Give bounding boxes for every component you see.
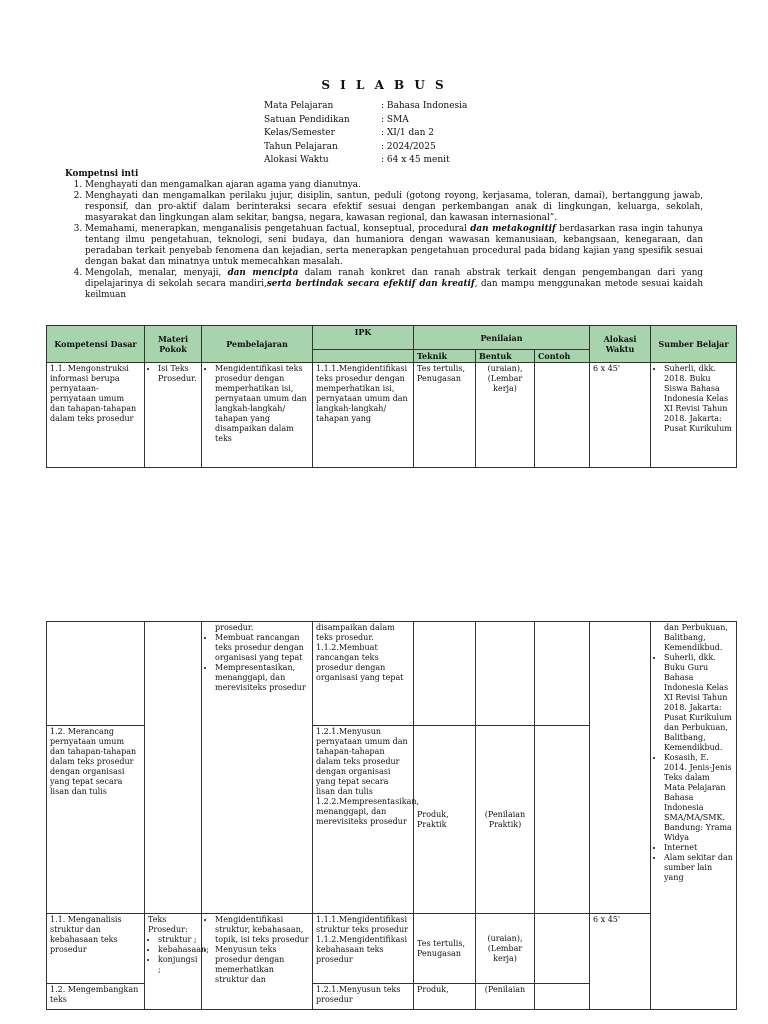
cell-alokasi: 6 x 45'	[590, 914, 651, 1010]
cell-teknik	[414, 622, 476, 726]
header-materi-pokok: Materi Pokok	[145, 326, 202, 363]
cell-kd: 1.1. Menganalisis struktur dan kebahasaan teks prosedur	[47, 914, 145, 984]
list-item: • Mempresentasikan, menanggapi, dan merevisiteks prosedur	[215, 663, 309, 693]
list-item: • Menyusun teks prosedur dengan memerhatikan struktur dan	[215, 945, 309, 985]
meta-row	[264, 142, 436, 154]
list-item: • Suherli, dkk. Buku Guru Bahasa Indonesia Kelas XI Revisi Tahun 2018. Jakarta: Pusat Kurikulum dan Perbukuan, Balitbang, Kemendikbud.	[664, 653, 733, 753]
ki-text: Menghayati dan mengamalkan perilaku jujur, disiplin, santun, peduli (gotong royong, kerjasama, toleran, damai), bertanggung jawab, responsif, dan pro-aktif dalam berinteraksi secara efektif sesuai dengan perkembangan anak di lingkungan, keluarga, sekolah, masyarakat dan lingkungan alam sekitar, bangsa, negara, kawasan regional, dan kawasan internasional”.	[85, 191, 703, 223]
cell-contoh	[535, 363, 590, 468]
list-item: • struktur ;	[158, 935, 198, 945]
cell-bentuk: (Penilaian Praktik)	[476, 726, 535, 914]
cell-sumber	[651, 363, 737, 468]
page-title: S I L A B U S	[321, 78, 447, 92]
meta-value: : 64 x 45 menit	[381, 155, 450, 165]
header-contoh: Contoh	[535, 350, 590, 363]
ki-list	[65, 180, 703, 301]
sumber-cont: dan Perbukuan, Balitbang, Kemendikbud.	[664, 623, 728, 652]
meta-row	[264, 128, 434, 140]
pembelajaran-cont: prosedur.	[215, 623, 254, 632]
header-pembelajaran: Pembelajaran	[202, 326, 313, 363]
silabus-table-page1	[46, 325, 737, 468]
list-item: • Isi Teks Prosedur.	[158, 364, 198, 384]
meta-value: : 2024/2025	[381, 142, 436, 152]
list-item: • konjungsi ;	[158, 955, 198, 975]
cell-kd: 1.2. Mengembangkan teks	[47, 984, 145, 1010]
cell-materi	[145, 914, 209, 1010]
meta-value: : XI/1 dan 2	[381, 128, 434, 138]
cell-contoh	[535, 622, 590, 726]
cell-alokasi: 6 x 45'	[590, 363, 651, 468]
ki-emphasis: dan metakognitif	[470, 224, 556, 234]
cell-bentuk: (uraian), (Lembar kerja)	[476, 914, 535, 984]
cell-materi	[145, 363, 202, 468]
ki-heading: Kompetnsi inti	[65, 169, 139, 179]
header-sumber-belajar: Sumber Belajar	[651, 326, 737, 363]
cell-pembelajaran	[202, 622, 313, 914]
ki-item	[85, 268, 703, 301]
meta-value: : SMA	[381, 115, 409, 125]
cell-teknik: Tes tertulis, Penugasan	[414, 363, 476, 468]
cell-kd: 1.1. Mengonstruksi informasi berupa pernyataan-pernyataan umum dan tahapan-tahapan dalam teks prosedur	[47, 363, 145, 468]
cell-pembelajaran	[202, 914, 313, 1010]
cell-teknik: Tes tertulis, Penugasan	[414, 914, 476, 984]
meta-value: : Bahasa Indonesia	[381, 101, 468, 111]
cell-contoh	[535, 984, 590, 1010]
meta-key: Satuan Pendidikan	[264, 115, 350, 125]
cell-bentuk: (Penilaian	[476, 984, 535, 1010]
header-kompetensi-dasar: Kompetensi Dasar	[47, 326, 145, 363]
cell-ipk: 1.2.1.Menyusun teks prosedur	[313, 984, 414, 1010]
list-item: • Kosasih, E. 2014. Jenis-Jenis Teks dalam Mata Pelajaran Bahasa Indonesia SMA/MA/SMK. Bandung: Yrama Widya	[664, 753, 733, 843]
cell-contoh	[535, 914, 590, 984]
header-bentuk: Bentuk	[476, 350, 535, 363]
meta-key: Alokasi Waktu	[264, 155, 329, 165]
list-item: • Mengidentifikasi struktur, kebahasaan, topik, isi teks prosedur	[215, 915, 309, 945]
meta-key: Kelas/Semester	[264, 128, 335, 138]
ki-emphasis: serta bertindak secara efektif dan kreatif	[266, 279, 475, 289]
list-item: • Internet	[664, 843, 733, 853]
cell-alokasi	[590, 622, 651, 914]
list-item: • Alam sekitar dan sumber lain yang	[664, 853, 733, 883]
list-item: • Membuat rancangan teks prosedur dengan organisasi yang tepat	[215, 633, 309, 663]
cell-contoh	[535, 726, 590, 914]
cell-teknik: Produk,	[414, 984, 476, 1010]
ki-item	[85, 180, 703, 191]
cell-ipk: 1.2.1.Menyusun pernyataan umum dan tahapan-tahapan dalam teks prosedur dengan organisasi yang tepat secara lisan dan tulis 1.2.2.Mempresentasikan, menanggapi, dan merevisiteks prosedur	[313, 726, 414, 914]
meta-row	[264, 155, 450, 167]
kompetensi-inti	[65, 169, 703, 301]
list-item: • kebahasaan;	[158, 945, 198, 955]
cell-teknik: Produk, Praktik	[414, 726, 476, 914]
cell-bentuk: (uraian), (Lembar kerja)	[476, 363, 535, 468]
cell-ipk: 1.1.1.Mengidentifikasi struktur teks prosedur 1.1.2.Mengidentifikasi kebahasaan teks prosedur	[313, 914, 414, 984]
list-item: • Suherli, dkk. 2018. Buku Siswa Bahasa Indonesia Kelas XI Revisi Tahun 2018. Jakarta: Pusat Kurikulum	[664, 364, 733, 434]
cell-ipk: 1.1.1.Mengidentifikasi teks prosedur dengan memperhatikan isi, pernyataan umum dan langkah-langkah/ tahapan yang	[313, 363, 414, 468]
cell-sumber	[651, 622, 737, 1010]
cell-bentuk	[476, 622, 535, 726]
meta-key: Mata Pelajaran	[264, 101, 334, 111]
cell-pembelajaran	[202, 363, 313, 468]
silabus-table-page2	[46, 621, 737, 1010]
meta-key: Tahun Pelajaran	[264, 142, 338, 152]
cell-ipk: disampaikan dalam teks prosedur. 1.1.2.Membuat rancangan teks prosedur dengan organisasi yang tepat	[313, 622, 414, 726]
meta-row	[264, 101, 467, 113]
list-item: • Mengidentifikasi teks prosedur dengan memperhatikan isi, pernyataan umum dan langkah-langkah/ tahapan yang disampaikan dalam teks	[215, 364, 309, 444]
header-ipk: IPK	[313, 326, 414, 350]
header-alokasi-waktu: Alokasi Waktu	[590, 326, 651, 363]
ki-text: Memahami, menerapkan, menganalisis pengetahuan factual, konseptual, procedural	[85, 224, 471, 234]
header-ipk-sub	[313, 350, 414, 363]
ki-text: Menghayati dan mengamalkan ajaran agama yang dianutnya.	[85, 180, 361, 190]
ki-item	[85, 224, 703, 268]
cell-kd	[47, 622, 145, 726]
header-penilaian: Penilaian	[414, 326, 590, 350]
header-teknik: Teknik	[414, 350, 476, 363]
cell-materi	[145, 622, 202, 914]
meta-row	[264, 115, 409, 127]
cell-kd: 1.2. Merancang pernyataan umum dan tahapan-tahapan dalam teks prosedur dengan organisasi yang tepat secara lisan dan tulis	[47, 726, 145, 914]
ki-text: berdasarkan rasa ingin tahunya tentang ilmu pengetahuan, teknologi, seni budaya, dan humaniora dengan wawasan kemanusiaan, kebangsaan, kenegaraan, dan peradaban terkait penyebab fenomena dan kejadian, serta menerapkan pengetahuan procedural pada bidang kajian yang spesifik sesuai dengan bakat dan minatnya untuk memecahkan masalah.	[85, 224, 703, 267]
ki-text: Mengolah, menalar, menyaji,	[85, 268, 228, 278]
ki-text: dalam ranah konkret dan ranah abstrak terkait dengan pengembangan dari yang dipelajarinya di sekolah secara mandiri,	[85, 268, 703, 289]
ki-item	[85, 191, 703, 224]
ki-emphasis: dan mencipta	[227, 268, 299, 278]
ki-text: , dan mampu menggunakan metode sesuai kaidah keilmuan	[85, 279, 703, 300]
materi-head: Teks Prosedur:	[148, 915, 188, 934]
